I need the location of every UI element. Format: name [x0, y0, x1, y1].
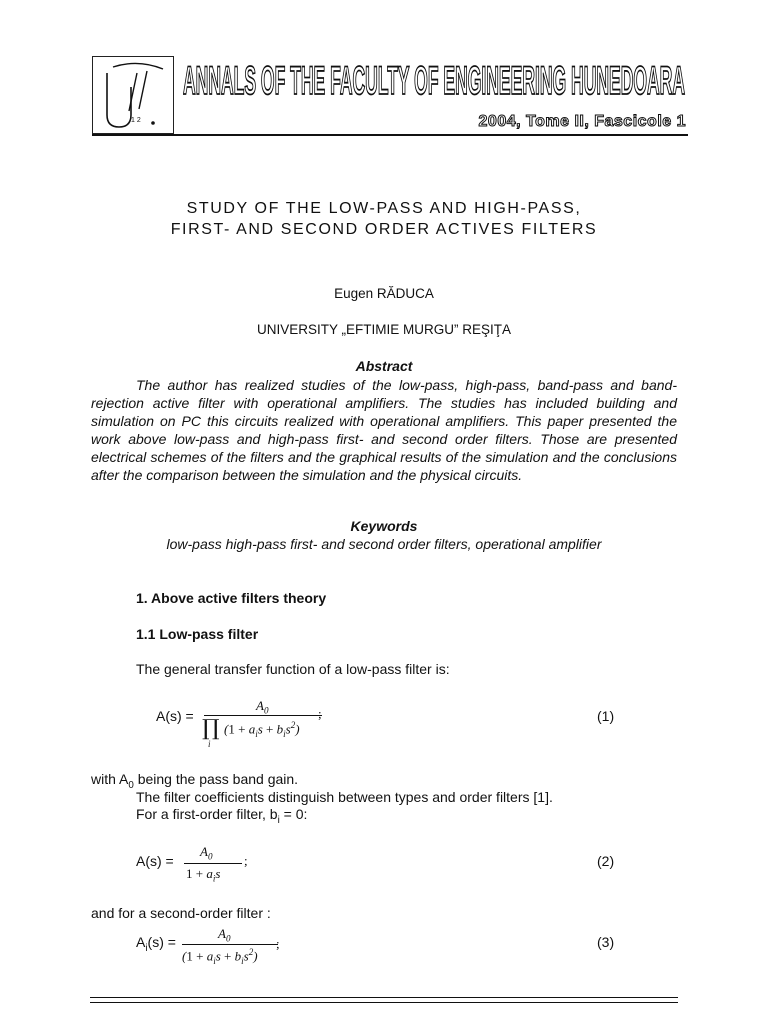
tome-fascicole: 2004, Tome II, Fascicole 1: [478, 113, 686, 130]
equation-3: $A_0$ $(1 + a_is + b_is^2)$ ;: [182, 926, 280, 966]
second-order-line: and for a second-order filter :: [91, 905, 271, 921]
eq2-number: (2): [597, 853, 615, 869]
eq3-label: $A_i(s)$ =: [136, 934, 176, 954]
eq1-label: A(s) =: [156, 708, 194, 724]
affiliation: UNIVERSITY „EFTIMIE MURGU” REŞIŢA: [256, 322, 511, 337]
header-divider: [92, 134, 688, 136]
abstract-body: [91, 376, 677, 484]
intro-line: The general transfer function of a low-pass filter is:: [136, 661, 450, 677]
section-1-1-heading: 1.1 Low-pass filter: [136, 626, 259, 642]
logo-text: 1 2: [131, 117, 141, 124]
keywords-heading: Keywords: [350, 518, 418, 534]
first-order-line: For a first-order filter, $b_i = 0$:: [136, 806, 308, 826]
keywords-text: low-pass high-pass first- and second order filters, operational amplifier: [166, 536, 602, 552]
equation-2: $A_0$ $1 + a_is$ ;: [186, 844, 248, 884]
journal-title: [183, 56, 687, 102]
with-line: with $A_0$ being the pass band gain.: [91, 771, 299, 791]
section-1-heading: 1. Above active filters theory: [136, 590, 327, 606]
journal-logo: [92, 56, 174, 134]
paper-title-line2: FIRST- AND SECOND ORDER ACTIVES FILTERS: [170, 221, 598, 238]
abstract-text: The author has realized studies of the low-pass, high-pass, band-pass and band-rejection active filter with operational amplifiers. The studies has included building and simulation on PC this circuits realized with operational amplifiers. This paper presented the work above low-pass and high-pass first- and second order filters. Those are presented electrical schemes of the filters and the graphical results of the simulation and the conclusions after the comparison between the simulation and the physical circuits.: [91, 377, 677, 483]
journal-title-text: ANNALS OF THE FACULTY OF ENGINEERING HUNEDOARA: [183, 59, 685, 102]
author: Eugen RĂDUCA: [334, 286, 434, 301]
eq3-number: (3): [597, 934, 615, 950]
equation-1: $A_0$ ∏ i $(1 + a_is + b_is^2)$ ;: [202, 698, 322, 749]
footer-divider: [90, 997, 678, 1003]
paper-title-line1: STUDY OF THE LOW-PASS AND HIGH-PASS,: [186, 200, 582, 217]
abstract-heading: Abstract: [355, 358, 413, 374]
coeff-line: The filter coefficients distinguish between types and order filters [1].: [136, 789, 553, 805]
eq1-number: (1): [597, 708, 615, 724]
eq2-label: A(s) =: [136, 853, 174, 869]
